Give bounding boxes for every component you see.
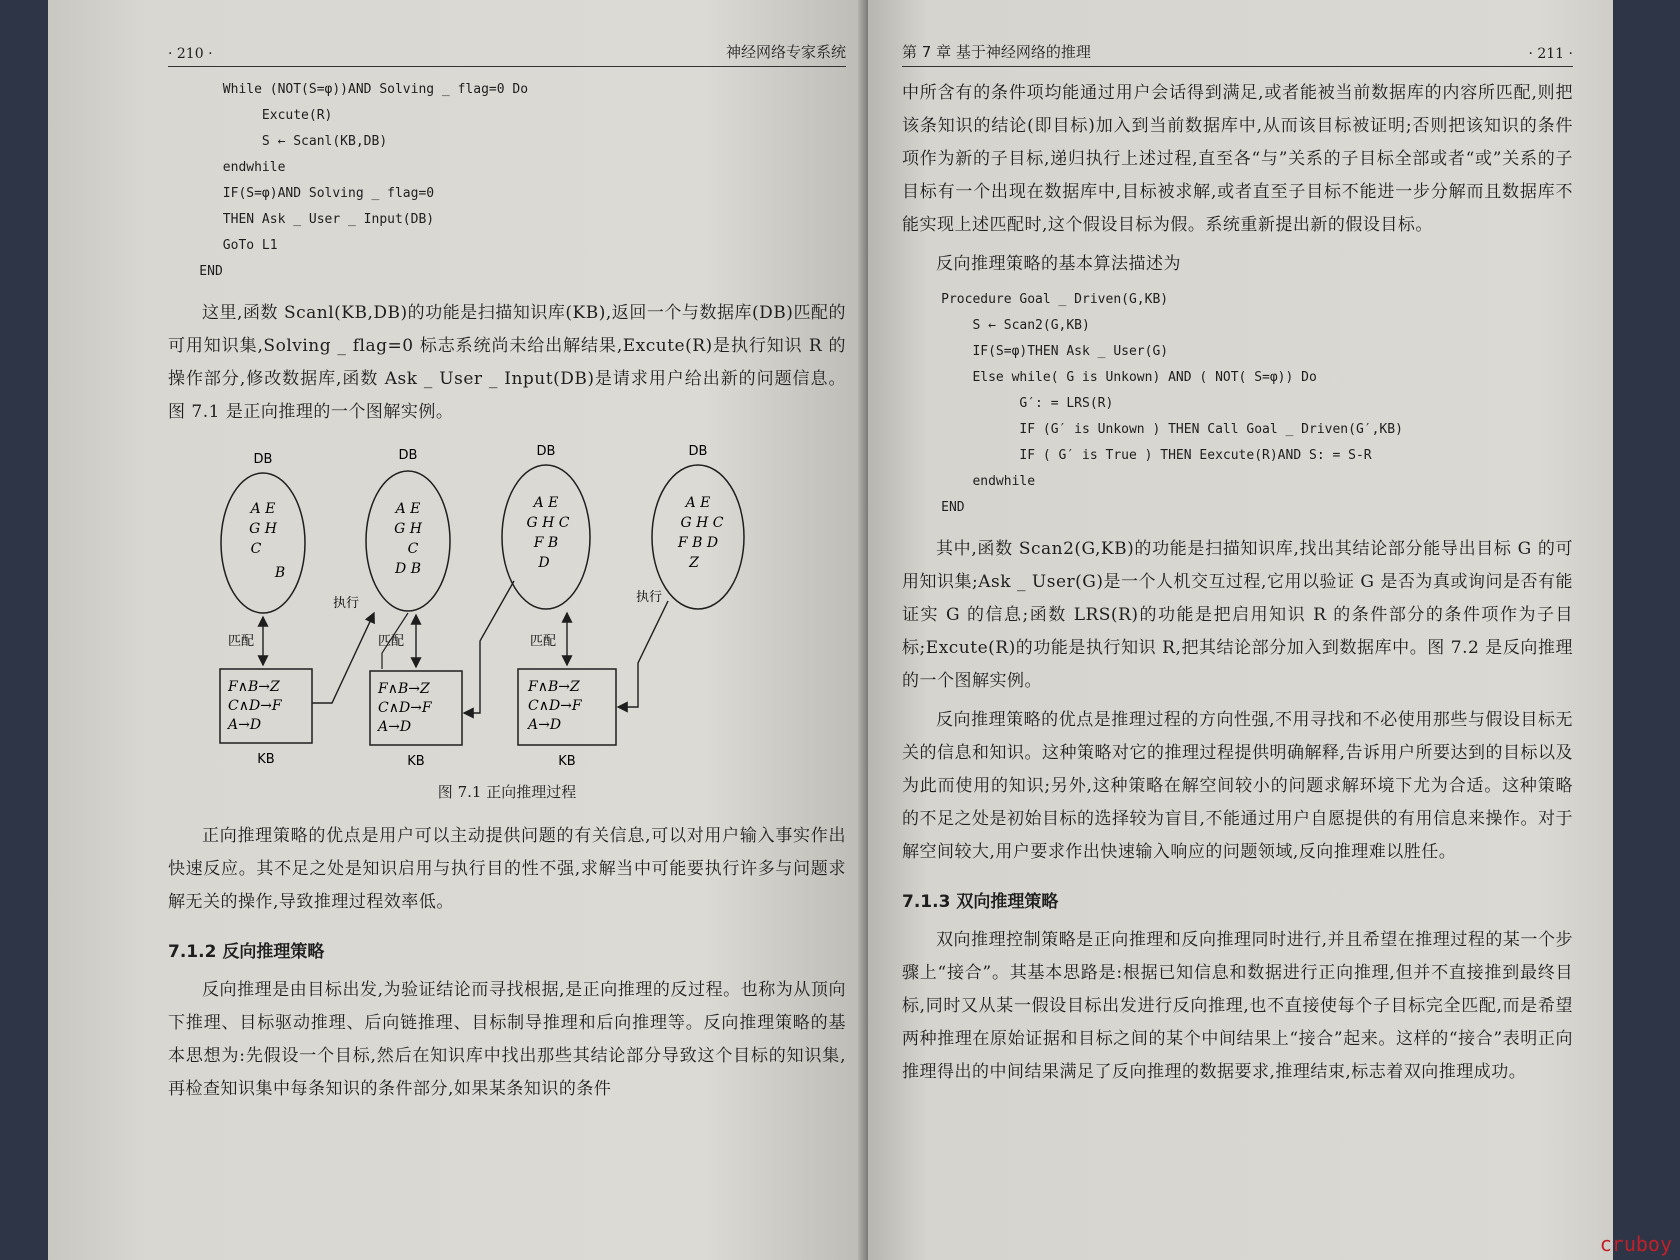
- db2-line-1: A E: [395, 501, 421, 517]
- db2-line-3: C: [407, 541, 419, 557]
- return-arrow-2: [464, 581, 514, 713]
- db4-line-2: G H C: [680, 515, 724, 531]
- db3-line-2: G H C: [526, 515, 570, 531]
- match-label-3: 匹配: [530, 634, 557, 649]
- left-paragraph-3: 反向推理是由目标出发,为验证结论而寻找根据,是正向推理的反过程。也称为从顶向下推理、目标驱动推理、后向链推理、目标制导推理和后向推理等。反向推理策略的基本思想为:先假设一个目标,然后在知识库中找出那些其结论部分导致这个目标的知识集,再检查知识集中每条知识的条件部分,如果某条知识的条件: [168, 980, 846, 1099]
- right-paragraph-1: 中所含有的条件项均能通过用户会话得到满足,或者能被当前数据库的内容所匹配,则把该条知识的结论(即目标)加入到当前数据库中,从而该目标被证明;否则把该知识的条件项作为新的子目标,递归执行上述过程,直至各“与”关系的子目标全部或者“或”关系的子目标有一个出现在数据库中,目标被求解,或者直至子目标不能进一步分解而且数据库不能实现上述匹配时,这个假设目标为假。系统重新提出新的假设目标。: [902, 83, 1573, 235]
- kb-rules-1: [226, 679, 283, 733]
- chapter-running-title: 第 7 章 基于神经网络的推理: [902, 43, 1091, 61]
- db4-line-3: F B D: [677, 535, 719, 551]
- kb-label-2: KB: [407, 754, 425, 769]
- db3-line-1: A E: [533, 495, 559, 511]
- db3-line-4: D: [538, 555, 550, 571]
- left-running-title: 神经网络专家系统: [725, 43, 846, 61]
- db-contents-3: [526, 495, 569, 571]
- db-label-1: DB: [253, 452, 273, 467]
- kb-label-1: KB: [257, 752, 275, 767]
- kb1-rule-3: A→D: [228, 717, 262, 733]
- return-arrow-3: [618, 601, 668, 707]
- match-label-2: 匹配: [378, 634, 405, 649]
- match-label-1: 匹配: [228, 634, 255, 649]
- right-page: [868, 0, 1613, 1260]
- db1-line-4: B: [274, 565, 286, 581]
- right-paragraph-2: 反向推理策略的基本算法描述为: [936, 254, 1181, 274]
- db-contents-1: [249, 501, 286, 581]
- right-paragraph-4: 反向推理策略的优点是推理过程的方向性强,不用寻找和不必使用那些与假设目标无关的信息和知识。这种策略对它的推理过程提供明确解释,告诉用户所要达到的目标以及为此而使用的知识;另外,这种策略在解空间较小的问题求解环境下尤为合适。这种策略的不足之处是初始目标的选择较为盲目,不能通过用户自愿提供的有用信息来操作。对于解空间较大,用户要求作出快速输入响应的问题领域,反向推理难以胜任。: [902, 710, 1573, 862]
- execute-arrow-1: [312, 613, 374, 703]
- kb-rules-2: [376, 681, 433, 735]
- kb1-rule-2: C∧D→F: [228, 698, 282, 714]
- db3-line-3: F B: [533, 535, 559, 551]
- db1-line-2: G H: [249, 521, 277, 537]
- right-paragraph-5: 双向推理控制策略是正向推理和反向推理同时进行,并且希望在推理过程的某一个步骤上“接合”。其基本思路是:根据已知信息和数据进行正向推理,但并不直接推到最终目标,同时又从某一假设目标出发进行反向推理,也不直接使每个子目标完全匹配,而是希望两种推理在原始证据和目标之间的某个中间结果上“接合”起来。这样的“接合”表明正向推理得出的中间结果满足了反向推理的数据要求,推理结束,标志着双向推理成功。: [902, 930, 1573, 1082]
- execute-label-1: 执行: [333, 596, 360, 611]
- figure-7-1-caption: 图 7.1 正向推理过程: [437, 783, 577, 801]
- kb3-rule-2: C∧D→F: [528, 698, 582, 714]
- right-paragraph-3: 其中,函数 Scan2(G,KB)的功能是扫描知识库,找出其结论部分能导出目标 G 的可用知识集;Ask _ User(G)是一个人机交互过程,它用以验证 G 是否为真或询问是否有能证实 G 的信息;函数 LRS(R)的功能是把启用知识 R 的条件部分的条件项作为子目标;Excute(R)的功能是执行知识 R,把其结论部分加入到数据库中。图 7.2 是反向推理的一个图解实例。: [902, 539, 1573, 691]
- execute-label-2: 执行: [636, 590, 663, 605]
- forward-algorithm-code: While (NOT(S=φ))AND Solving _ flag=0 Do Excute(R) S ← Scanl(KB,DB) endwhile IF(S=φ)AND Solving _ flag=0 THEN Ask _ User _ Input(DB) GoTo L1 END: [199, 82, 529, 279]
- kb2-rule-1: F∧B→Z: [378, 681, 430, 697]
- backward-algorithm-code: Procedure Goal _ Driven(G,KB) S ← Scan2(G,KB) IF(S=φ)THEN Ask _ User(G) Else while( G is Unkown) AND ( NOT( S=φ)) Do G′: = LRS(R) IF (G′ is Unkown ) THEN Call Goal _ Driven(G′,KB) IF ( G′ is True ) THEN Eexcute(R)AND S: = S-R endwhile END: [941, 292, 1403, 515]
- figure-7-1: [168, 441, 846, 802]
- right-page-number: · 211 ·: [1528, 46, 1573, 62]
- kb3-rule-1: F∧B→Z: [528, 679, 580, 695]
- left-page: [48, 0, 868, 1260]
- kb2-rule-2: C∧D→F: [378, 700, 432, 716]
- db-label-4: DB: [688, 444, 708, 459]
- kb3-rule-3: A→D: [528, 717, 562, 733]
- kb-rules-3: [526, 679, 583, 733]
- watermark: cruboy: [1599, 1232, 1672, 1256]
- section-7-1-2-heading: 7.1.2 反向推理策略: [168, 942, 325, 962]
- left-paragraph-2: 正向推理策略的优点是用户可以主动提供问题的有关信息,可以对用户输入事实作出快速反应。其不足之处是知识启用与执行目的性不强,求解当中可能要执行许多与问题求解无关的操作,导致推理过程效率低。: [168, 826, 846, 912]
- db-contents-4: [677, 495, 724, 571]
- left-paragraph-1: 这里,函数 Scanl(KB,DB)的功能是扫描知识库(KB),返回一个与数据库(DB)匹配的可用知识集,Solving _ flag=0 标志系统尚未给出解结果,Excute(R)是执行知识 R 的操作部分,修改数据库,函数 Ask _ User _ Input(DB)是请求用户给出新的问题信息。图 7.1 是正向推理的一个图解实例。: [168, 303, 846, 422]
- db2-line-4: D B: [395, 561, 421, 577]
- db4-line-4: Z: [689, 555, 699, 571]
- kb-label-3: KB: [558, 754, 576, 769]
- db-label-2: DB: [398, 448, 418, 463]
- section-7-1-3-heading: 7.1.3 双向推理策略: [902, 892, 1059, 912]
- db2-line-2: G H: [394, 521, 422, 537]
- forward-reasoning-diagram: [168, 441, 846, 771]
- right-page-header: [902, 30, 1573, 67]
- db1-line-1: A E: [250, 501, 276, 517]
- db-contents-2: [394, 501, 423, 577]
- left-page-header: [168, 30, 846, 67]
- kb1-rule-1: F∧B→Z: [228, 679, 280, 695]
- db4-line-1: A E: [685, 495, 711, 511]
- kb2-rule-3: A→D: [378, 719, 412, 735]
- db1-line-3: C: [250, 541, 262, 557]
- db-ellipse-1: [221, 473, 305, 613]
- left-page-number: · 210 ·: [168, 46, 213, 62]
- db-label-3: DB: [536, 444, 556, 459]
